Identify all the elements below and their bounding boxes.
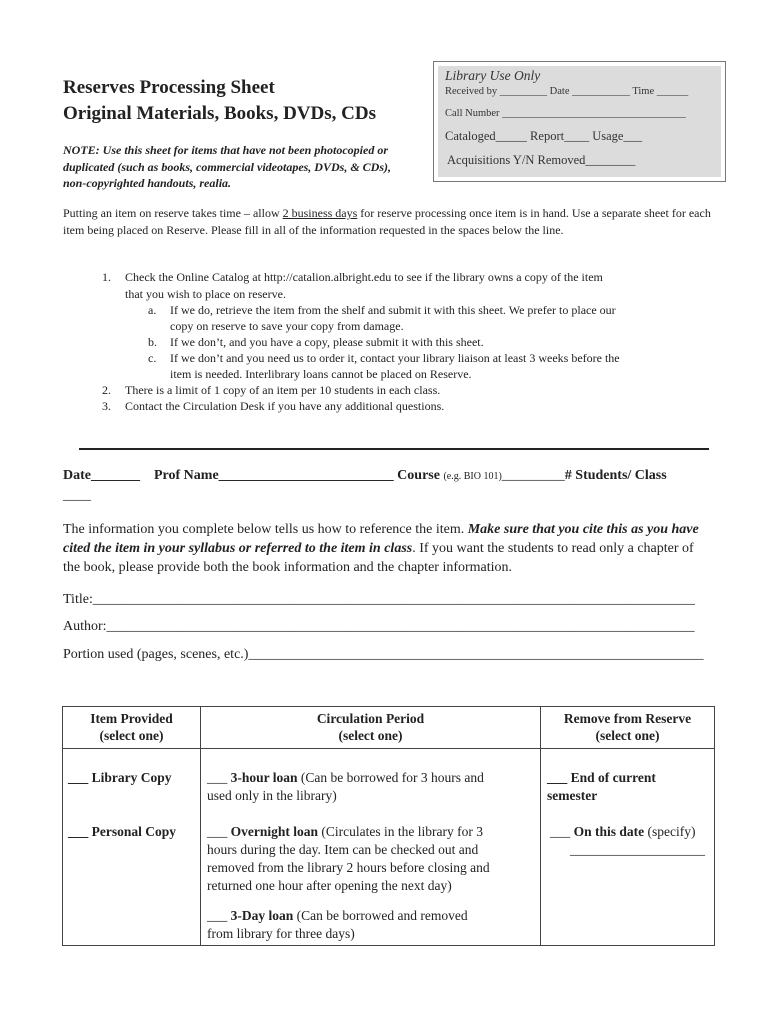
cataloged-report-usage-field: Cataloged_____ Report____ Usage___ — [445, 129, 643, 143]
three-day-loan-description: from library for three days) — [207, 926, 355, 941]
course-example: (e.g. BIO 101) — [443, 471, 502, 482]
title-line-2: Original Materials, Books, DVDs, CDs — [63, 103, 376, 124]
instruction-1-line-2: that you wish to place on reserve. — [125, 287, 286, 301]
author-field[interactable]: Author:____________________________________________________________________________________ — [63, 619, 695, 634]
library-box-shading — [438, 66, 721, 177]
portion-used-field[interactable]: Portion used (pages, scenes, etc.)_________________________________________________________________ — [63, 647, 704, 662]
title-line-1: Reserves Processing Sheet — [63, 77, 275, 98]
overnight-loan-description-1: hours during the day. Item can be checked out and — [207, 842, 479, 857]
three-hour-loan-description: used only in the library) — [207, 788, 337, 803]
library-use-only-box — [433, 61, 726, 182]
business-days-underlined: 2 business days — [282, 206, 358, 220]
course-info-line — [63, 468, 667, 484]
instruction-3-number: 3. — [102, 399, 111, 413]
citation-text-before: The information you complete below tells us how to reference the item. — [63, 522, 468, 537]
students-per-class-label: # Students/ Class — [564, 468, 667, 483]
personal-copy-option[interactable]: ___ Personal Copy — [68, 824, 176, 839]
course-field-label: Course — [397, 468, 440, 483]
call-number-field: Call Number ___________________________________ — [445, 108, 686, 119]
instruction-a-letter: a. — [148, 303, 157, 317]
instruction-2-number: 2. — [102, 383, 111, 397]
instruction-b-line-1: If we don’t, and you have a copy, please submit it with this sheet. — [170, 335, 484, 349]
on-this-date-blank[interactable]: ____________________ — [570, 842, 705, 857]
acquisitions-removed-field: Acquisitions Y/N Removed________ — [447, 153, 636, 167]
separator-line — [79, 448, 709, 450]
instruction-3-line-1: Contact the Circulation Desk if you have any additional questions. — [125, 399, 445, 413]
on-this-date-option[interactable]: ___ On this date (specify) — [550, 824, 696, 839]
overnight-loan-description-3: returned one hour after opening the next day) — [207, 878, 452, 893]
header-remove-from-reserve: Remove from Reserve (select one) — [541, 707, 715, 749]
table-row — [63, 749, 715, 946]
received-by-field: Received by _________ Date ___________ Time ______ — [445, 86, 689, 97]
instruction-c-letter: c. — [148, 351, 157, 365]
instruction-1-line-1: Check the Online Catalog at http://catalion.albright.edu to see if the library owns a copy of the item — [125, 270, 603, 284]
end-of-semester-option-line-2: semester — [547, 788, 598, 803]
reserve-options-table — [62, 706, 715, 946]
intro-text-after: for reserve processing once item is in hand. Use a separate sheet for each item being placed on Reserve. Please fill in all of the information requested in the spaces below the line. — [63, 206, 711, 237]
header-item-provided: Item Provided (select one) — [63, 707, 201, 749]
library-copy-option[interactable]: ___ Library Copy — [68, 770, 172, 785]
three-day-loan-option[interactable]: ___ 3-Day loan (Can be borrowed and removed — [207, 908, 468, 923]
instruction-2-line-1: There is a limit of 1 copy of an item per 10 students in each class. — [125, 383, 441, 397]
overnight-loan-description-2: removed from the library 2 hours before closing and — [207, 860, 490, 875]
prof-name-field[interactable]: Prof Name_________________________ — [154, 468, 394, 483]
circulation-period-cell — [201, 749, 541, 946]
item-provided-cell — [63, 749, 201, 946]
instruction-1-number: 1. — [102, 270, 111, 284]
citation-emphasis: Make sure that you cite this as you have cited the item in your syllabus or referred to the item in class — [63, 522, 699, 556]
instruction-a-line-1: If we do, retrieve the item from the shelf and submit it with this sheet. We prefer to place our — [170, 303, 616, 317]
intro-text-before: Putting an item on reserve takes time – allow — [63, 206, 283, 220]
remove-from-reserve-cell — [541, 749, 715, 946]
instruction-a-line-2: copy on reserve to save your copy from damage. — [170, 319, 404, 333]
date-field[interactable]: Date_______ — [63, 468, 140, 483]
instruction-b-letter: b. — [148, 335, 157, 349]
title-field[interactable]: Title:______________________________________________________________________________________ — [63, 592, 695, 607]
intro-paragraph — [63, 205, 723, 238]
citation-paragraph — [63, 520, 713, 577]
table-header-row — [63, 707, 715, 749]
header-circulation-period: Circulation Period (select one) — [201, 707, 541, 749]
three-hour-loan-option[interactable]: ___ 3-hour loan (Can be borrowed for 3 hours and — [207, 770, 484, 785]
citation-text-after: . If you want the students to read only a chapter of the book, please provide both the book information and the chapter information. — [63, 541, 694, 575]
overnight-loan-option[interactable]: ___ Overnight loan (Circulates in the library for 3 — [207, 824, 483, 839]
students-per-class-blank[interactable]: ____ — [63, 488, 91, 503]
library-box-heading: Library Use Only — [445, 68, 541, 83]
instruction-c-line-1: If we don’t and you need us to order it, contact your library liaison at least 3 weeks before the — [170, 351, 620, 365]
instruction-c-line-2: item is needed. Interlibrary loans cannot be placed on Reserve. — [170, 367, 472, 381]
end-of-semester-option[interactable]: ___ End of current — [547, 770, 656, 785]
note-text: NOTE: Use this sheet for items that have not been photocopied or duplicated (such as books, commercial videotapes, DVDs, & CDs), non-copyrighted handouts, realia. — [63, 143, 391, 190]
course-field-blank[interactable]: _________ — [501, 468, 565, 483]
